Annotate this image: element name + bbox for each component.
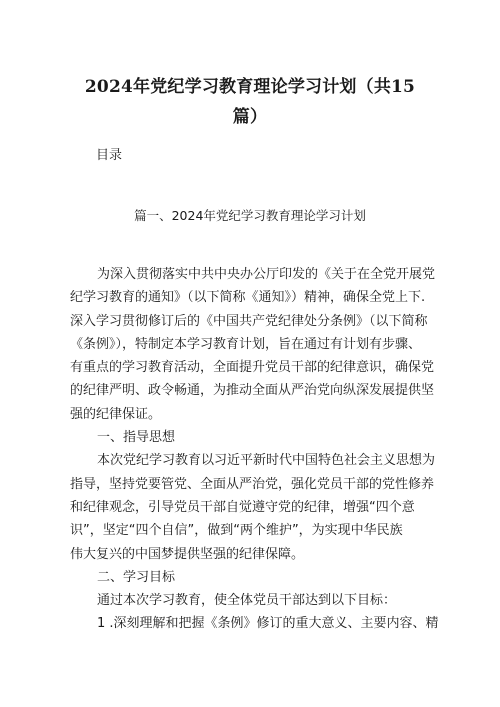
paragraph-line: 为深入贯彻落实中共中央办公厅印发的《关于在全党开展党 [97,267,436,282]
paragraph-line: 《条例》），特制定本学习教育计划，旨在通过有计划有步骤、 [70,336,422,352]
paragraph-line: 纪学习教育的通知》（以下简称《通知》）精神，确保全党上下. [70,290,426,306]
toc-heading: 目录 [96,148,123,163]
body-text [70,263,439,636]
document-title [60,72,440,132]
paragraph-line: 识”，坚定“四个自信”，做到“两个维护”，为实现中华民族 [70,523,403,539]
paragraph-line: 有重点的学习教育活动，全面提升党员干部的纪律意识，确保党 [70,360,435,376]
title-line-2: 篇） [232,107,268,127]
paragraph-line: 本次党纪学习教育以习近平新时代中国特色社会主义思想为 [97,453,436,469]
paragraph-line: 伟大复兴的中国梦提供坚强的纪律保障。 [70,546,305,562]
paragraph-line: 的纪律严明、政令畅通，为推动全面从严治党向纵深发展提供坚 [70,383,435,399]
paragraph-line: 和纪律观念，引导党员干部自觉遵守党的纪律，增强“四个意 [70,499,415,515]
title-line-1: 2024年党纪学习教育理论学习计划（共15 [84,77,416,97]
paragraph-line: 强的纪律保证。 [70,406,162,422]
section-heading: 二、学习目标 [97,569,176,585]
toc-entry: 篇一、2024年党纪学习教育理论学习计划 [134,208,366,223]
paragraph-line: 通过本次学习教育，使全体党员干部达到以下目标： [97,593,397,609]
list-item: 1 .深刻理解和把握《条例》修订的重大意义、主要内容、精 [97,616,439,632]
paragraph-line: 深入学习贯彻修订后的《中国共产党纪律处分条例》（以下简称 [70,313,428,329]
paragraph-line: 指导，坚持党要管党、全面从严治党，强化党员干部的党性修养 [70,476,435,492]
section-heading: 一、指导思想 [97,430,176,446]
